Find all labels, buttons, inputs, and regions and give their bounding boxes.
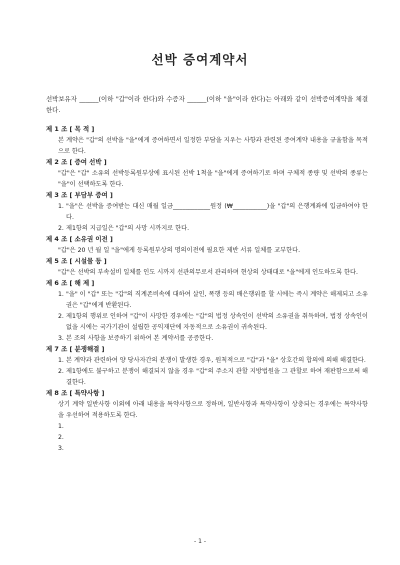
item-number: 1.: [58, 423, 64, 430]
article-section: [46, 388, 368, 454]
article-item: [46, 366, 368, 388]
item-number: 1.: [58, 291, 64, 298]
item-number: 2.: [58, 434, 64, 441]
article-item: [46, 311, 368, 333]
article-heading: 제 3 조 [ 부담부 증여 ]: [46, 191, 113, 199]
article-item: [46, 201, 368, 223]
item-text: 본 계약과 관련하여 양 당사자간의 분쟁이 발생한 경우, 원칙적으로 "갑"과 "을" 상호간의 합의에 의해 해결한다.: [66, 357, 366, 364]
item-text: 제1항에도 불구하고 분쟁이 해결되지 않을 경우 "갑"의 주소지 관할 지방법원을 그 관할로 하여 재판함으로써 해결한다.: [66, 368, 368, 386]
article-paragraph: "갑"은 "갑" 소유의 선박등록원부상에 표시된 선박 1척을 "을"에게 증여하기로 하며 구체적 종량 및 선박의 종류는 "을"이 선택하도록 한다.: [58, 170, 368, 188]
intro-paragraph: 선박보유자 ______(이하 "갑"이라 한다)와 수증자 ______(이하 "을"이라 한다)는 아래와 같이 선박증여계약을 체결한다.: [46, 95, 368, 114]
article-item: [46, 289, 368, 311]
article-section: [46, 234, 368, 256]
article-heading: 제 6 조 [ 해 제 ]: [46, 279, 95, 287]
article-paragraph: "갑"은 선박의 부속설비 일체를 인도 시까지 선관의무로서 관리하며 현상의 상태대로 "을"에게 인도하도록 한다.: [58, 269, 358, 276]
article-paragraph: 본 계약은 "갑"의 선박을 "을"에게 증여하면서 일정한 부담을 지우는 사항과 관련된 증여계약 내용을 규율함을 목적으로 한다.: [58, 137, 368, 155]
article-paragraph: 상기 계약 일반사항 이외에 아래 내용을 특약사항으로 정하며, 일반사항과 특약사항이 상충되는 경우에는 특약사항을 우선하여 적용하도록 한다.: [58, 401, 368, 419]
article-heading: 제 1 조 [ 목 적 ]: [46, 125, 95, 133]
article-heading: 제 5 조 [ 시설물 등 ]: [46, 257, 107, 265]
item-number: 2.: [58, 368, 64, 375]
item-text: 제1항의 지급일은 "갑"의 사망 시까지로 한다.: [66, 225, 190, 232]
article-item: [46, 223, 368, 234]
article-item: [46, 443, 368, 454]
article-item: [46, 421, 368, 432]
article-heading: 제 8 조 [ 특약사항 ]: [46, 389, 105, 397]
item-text: "을"은 선박을 증여받는 대신 매월 일금____________원정 (₩___________)을 "갑"의 은행계좌에 입금하여야 한다.: [66, 203, 368, 221]
article-heading: 제 4 조 [ 소유권 이전 ]: [46, 235, 113, 243]
article-item: [46, 333, 368, 344]
item-text: 본 조의 사항을 보증하기 위하여 본 계약서를 공증한다.: [66, 335, 214, 342]
item-number: 1.: [58, 357, 64, 364]
article-paragraph: "갑"은 20 년 월 일 "을"에게 등록원부상의 명의이전에 필요한 제반 서류 일체를 교부한다.: [58, 247, 301, 254]
article-item: [46, 355, 368, 366]
article-section: [46, 157, 368, 190]
item-number: 3.: [58, 335, 64, 342]
article-heading: 제 2 조 [ 증여 선박 ]: [46, 158, 107, 166]
article-section: [46, 256, 368, 278]
articles-list: [46, 124, 368, 454]
item-text: 제1항의 행위로 인하여 "갑"이 사망한 경우에는 "갑"의 법정 상속인이 선박의 소유권을 취득하며, 법정 상속인이 없을 시에는 국가기관이 설립한 공익재단에 자동적으로 소유권이 귀속된다.: [66, 313, 368, 331]
item-number: 2.: [58, 313, 64, 320]
article-section: [46, 124, 368, 157]
article-section: [46, 190, 368, 234]
item-number: 2.: [58, 225, 64, 232]
item-number: 1.: [58, 203, 64, 210]
item-text: "을" 이 "갑" 또는 "갑"의 직계존비속에 대하여 살인, 폭행 등의 배은행위를 할 시에는 즉시 계약은 해제되고 소유권은 "갑"에게 반환된다.: [66, 291, 368, 309]
item-number: 3.: [58, 445, 64, 452]
article-heading: 제 7 조 [ 분쟁해결 ]: [46, 345, 105, 353]
document-title: 선박 증여계약서: [151, 52, 249, 67]
article-item: [46, 432, 368, 443]
article-section: [46, 344, 368, 388]
page-number: - 1 -: [194, 538, 206, 545]
article-section: [46, 278, 368, 344]
